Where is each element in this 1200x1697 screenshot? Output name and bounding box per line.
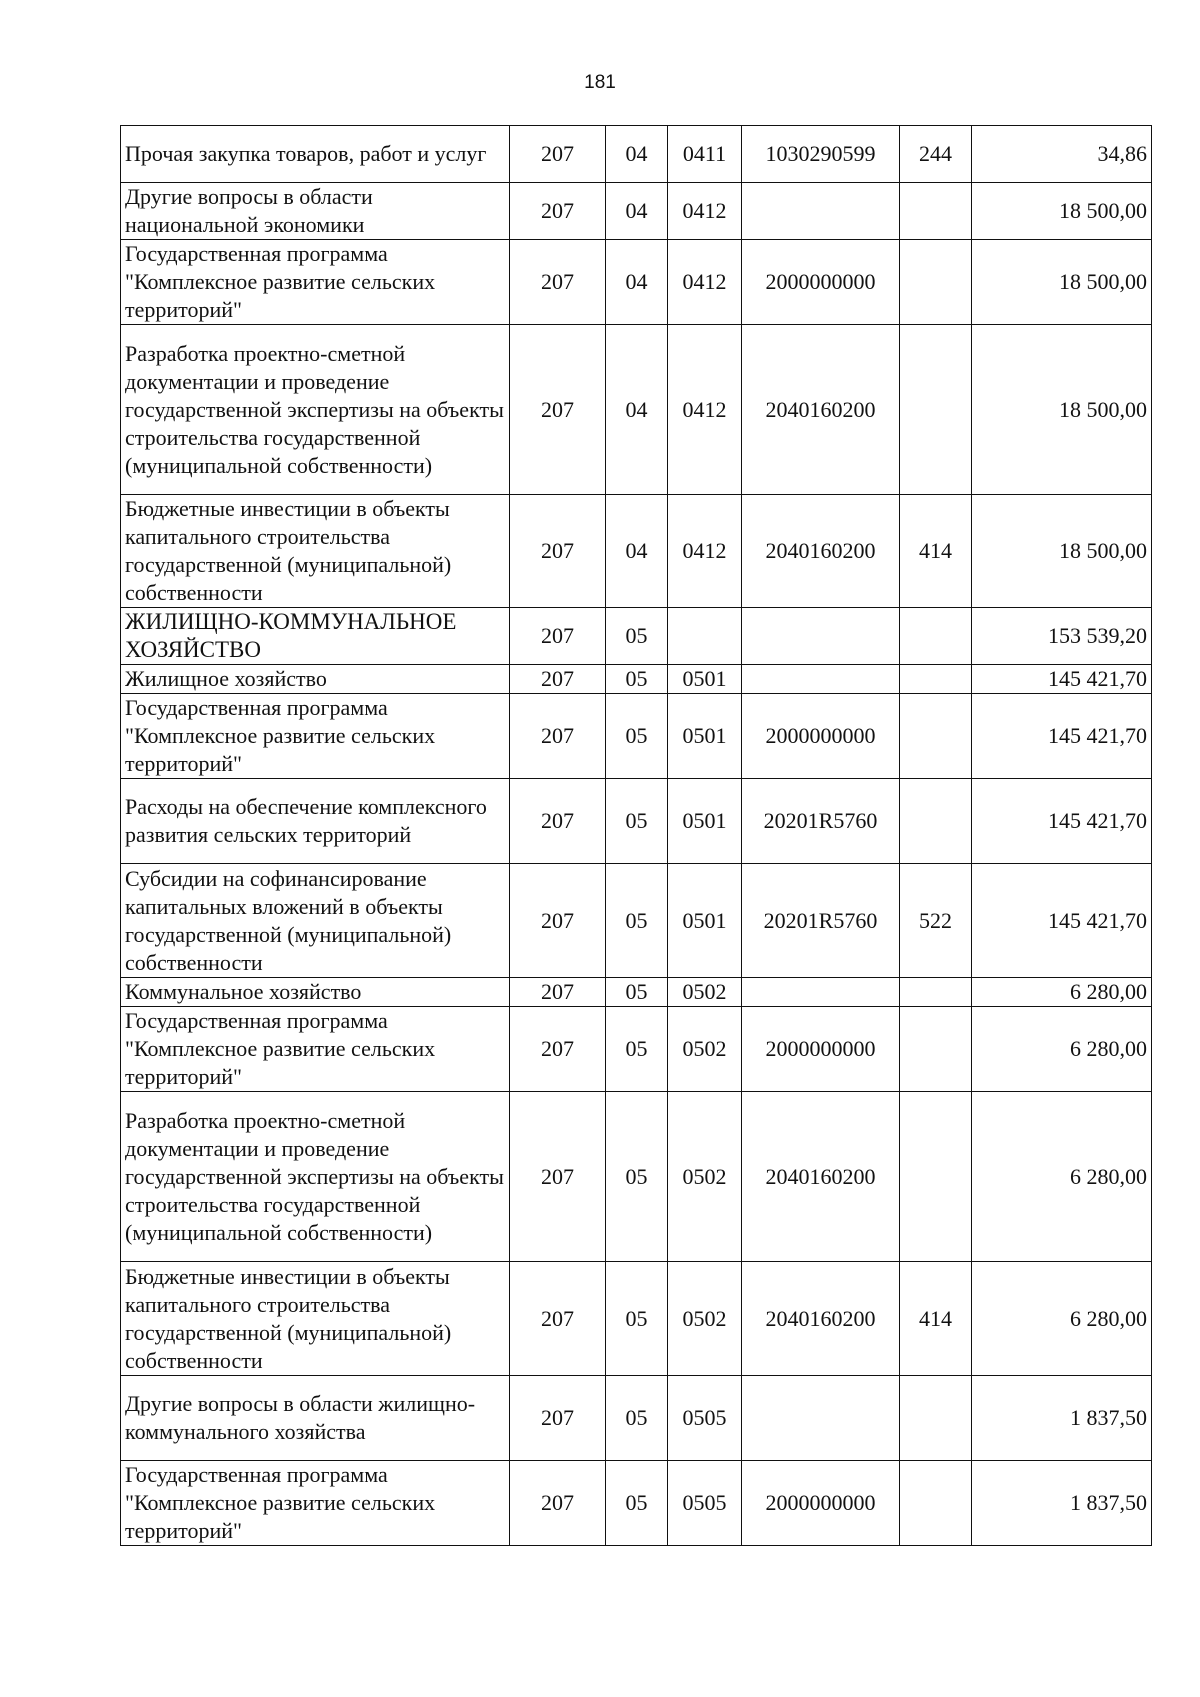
subsection-code-cell: 0505	[668, 1461, 742, 1546]
row-name-cell: Разработка проектно-сметной документации и проведение государственной экспертизы на объекты строительства государственной (муниципальной собственности)	[121, 1092, 510, 1262]
department-code-cell: 207	[510, 694, 606, 779]
row-name-cell: Государственная программа "Комплексное развитие сельских территорий"	[121, 240, 510, 325]
target-article-cell: 2040160200	[742, 1092, 900, 1262]
target-article-cell: 20201R5760	[742, 864, 900, 978]
page-number: 181	[584, 72, 616, 93]
table-row	[121, 495, 1152, 608]
department-code-cell: 207	[510, 325, 606, 495]
target-article-cell: 1030290599	[742, 126, 900, 183]
row-name-cell: Субсидии на софинансирование капитальных вложений в объекты государственной (муниципальной) собственности	[121, 864, 510, 978]
department-code-cell: 207	[510, 978, 606, 1007]
subsection-code-cell: 0412	[668, 325, 742, 495]
subsection-code-cell: 0411	[668, 126, 742, 183]
department-code-cell: 207	[510, 665, 606, 694]
expense-type-cell	[900, 240, 972, 325]
department-code-cell: 207	[510, 864, 606, 978]
table-row	[121, 325, 1152, 495]
target-article-cell: 2000000000	[742, 1461, 900, 1546]
row-name-cell: Государственная программа "Комплексное развитие сельских территорий"	[121, 694, 510, 779]
table-row	[121, 694, 1152, 779]
target-article-cell	[742, 665, 900, 694]
section-code-cell: 05	[606, 1007, 668, 1092]
expense-type-cell	[900, 779, 972, 864]
expense-type-cell	[900, 1461, 972, 1546]
table-row	[121, 183, 1152, 240]
department-code-cell: 207	[510, 1262, 606, 1376]
expense-type-cell: 414	[900, 495, 972, 608]
target-article-cell: 2040160200	[742, 325, 900, 495]
row-name-cell: Коммунальное хозяйство	[121, 978, 510, 1007]
department-code-cell: 207	[510, 126, 606, 183]
expense-type-cell	[900, 978, 972, 1007]
table-row	[121, 608, 1152, 665]
target-article-cell: 2000000000	[742, 240, 900, 325]
subsection-code-cell: 0412	[668, 183, 742, 240]
row-name-cell: Бюджетные инвестиции в объекты капитального строительства государственной (муниципальной) собственности	[121, 495, 510, 608]
amount-cell: 1 837,50	[972, 1376, 1152, 1461]
subsection-code-cell: 0501	[668, 665, 742, 694]
amount-cell: 18 500,00	[972, 325, 1152, 495]
amount-cell: 18 500,00	[972, 183, 1152, 240]
expense-type-cell	[900, 325, 972, 495]
row-name-cell: Расходы на обеспечение комплексного развития сельских территорий	[121, 779, 510, 864]
expense-type-cell: 522	[900, 864, 972, 978]
target-article-cell: 2040160200	[742, 495, 900, 608]
table-row	[121, 779, 1152, 864]
table-body	[121, 126, 1152, 1546]
section-code-cell: 04	[606, 240, 668, 325]
row-name-cell: Другие вопросы в области национальной экономики	[121, 183, 510, 240]
row-name-cell: ЖИЛИЩНО-КОММУНАЛЬНОЕ ХОЗЯЙСТВО	[121, 608, 510, 665]
table-row	[121, 1092, 1152, 1262]
amount-cell: 6 280,00	[972, 978, 1152, 1007]
row-name-cell: Прочая закупка товаров, работ и услуг	[121, 126, 510, 183]
section-code-cell: 05	[606, 1262, 668, 1376]
row-name-cell: Жилищное хозяйство	[121, 665, 510, 694]
target-article-cell	[742, 1376, 900, 1461]
target-article-cell: 2000000000	[742, 1007, 900, 1092]
budget-table	[120, 125, 1152, 1546]
subsection-code-cell: 0502	[668, 1092, 742, 1262]
target-article-cell: 2040160200	[742, 1262, 900, 1376]
row-name-cell: Бюджетные инвестиции в объекты капитального строительства государственной (муниципальной) собственности	[121, 1262, 510, 1376]
expense-type-cell	[900, 1007, 972, 1092]
subsection-code-cell: 0502	[668, 1262, 742, 1376]
subsection-code-cell: 0502	[668, 1007, 742, 1092]
amount-cell: 6 280,00	[972, 1007, 1152, 1092]
subsection-code-cell: 0501	[668, 864, 742, 978]
subsection-code-cell: 0502	[668, 978, 742, 1007]
section-code-cell: 04	[606, 126, 668, 183]
subsection-code-cell: 0501	[668, 694, 742, 779]
table-row	[121, 1262, 1152, 1376]
expense-type-cell	[900, 665, 972, 694]
subsection-code-cell: 0505	[668, 1376, 742, 1461]
section-code-cell: 04	[606, 325, 668, 495]
table-row	[121, 1376, 1152, 1461]
amount-cell: 153 539,20	[972, 608, 1152, 665]
amount-cell: 1 837,50	[972, 1461, 1152, 1546]
department-code-cell: 207	[510, 1092, 606, 1262]
expense-type-cell	[900, 608, 972, 665]
target-article-cell: 2000000000	[742, 694, 900, 779]
section-code-cell: 05	[606, 1092, 668, 1262]
amount-cell: 145 421,70	[972, 779, 1152, 864]
subsection-code-cell: 0412	[668, 240, 742, 325]
department-code-cell: 207	[510, 240, 606, 325]
section-code-cell: 05	[606, 978, 668, 1007]
department-code-cell: 207	[510, 1007, 606, 1092]
department-code-cell: 207	[510, 608, 606, 665]
section-code-cell: 05	[606, 864, 668, 978]
expense-type-cell: 414	[900, 1262, 972, 1376]
row-name-cell: Государственная программа "Комплексное развитие сельских территорий"	[121, 1461, 510, 1546]
section-code-cell: 05	[606, 608, 668, 665]
department-code-cell: 207	[510, 495, 606, 608]
expense-type-cell	[900, 183, 972, 240]
amount-cell: 145 421,70	[972, 665, 1152, 694]
section-code-cell: 04	[606, 495, 668, 608]
expense-type-cell	[900, 1092, 972, 1262]
amount-cell: 18 500,00	[972, 240, 1152, 325]
amount-cell: 145 421,70	[972, 864, 1152, 978]
amount-cell: 6 280,00	[972, 1092, 1152, 1262]
table-row	[121, 1461, 1152, 1546]
target-article-cell	[742, 183, 900, 240]
row-name-cell: Государственная программа "Комплексное развитие сельских территорий"	[121, 1007, 510, 1092]
amount-cell: 6 280,00	[972, 1262, 1152, 1376]
amount-cell: 18 500,00	[972, 495, 1152, 608]
table-row	[121, 665, 1152, 694]
expense-type-cell	[900, 1376, 972, 1461]
amount-cell: 34,86	[972, 126, 1152, 183]
subsection-code-cell: 0501	[668, 779, 742, 864]
table-row	[121, 864, 1152, 978]
table-row	[121, 978, 1152, 1007]
department-code-cell: 207	[510, 1461, 606, 1546]
row-name-cell: Разработка проектно-сметной документации и проведение государственной экспертизы на объекты строительства государственной (муниципальной собственности)	[121, 325, 510, 495]
subsection-code-cell	[668, 608, 742, 665]
department-code-cell: 207	[510, 1376, 606, 1461]
expense-type-cell	[900, 694, 972, 779]
department-code-cell: 207	[510, 779, 606, 864]
section-code-cell: 05	[606, 779, 668, 864]
target-article-cell	[742, 978, 900, 1007]
table-row	[121, 1007, 1152, 1092]
section-code-cell: 05	[606, 694, 668, 779]
section-code-cell: 05	[606, 665, 668, 694]
target-article-cell	[742, 608, 900, 665]
table-row	[121, 126, 1152, 183]
section-code-cell: 05	[606, 1461, 668, 1546]
department-code-cell: 207	[510, 183, 606, 240]
row-name-cell: Другие вопросы в области жилищно-коммунального хозяйства	[121, 1376, 510, 1461]
section-code-cell: 05	[606, 1376, 668, 1461]
expense-type-cell: 244	[900, 126, 972, 183]
target-article-cell: 20201R5760	[742, 779, 900, 864]
section-code-cell: 04	[606, 183, 668, 240]
amount-cell: 145 421,70	[972, 694, 1152, 779]
table-row	[121, 240, 1152, 325]
subsection-code-cell: 0412	[668, 495, 742, 608]
